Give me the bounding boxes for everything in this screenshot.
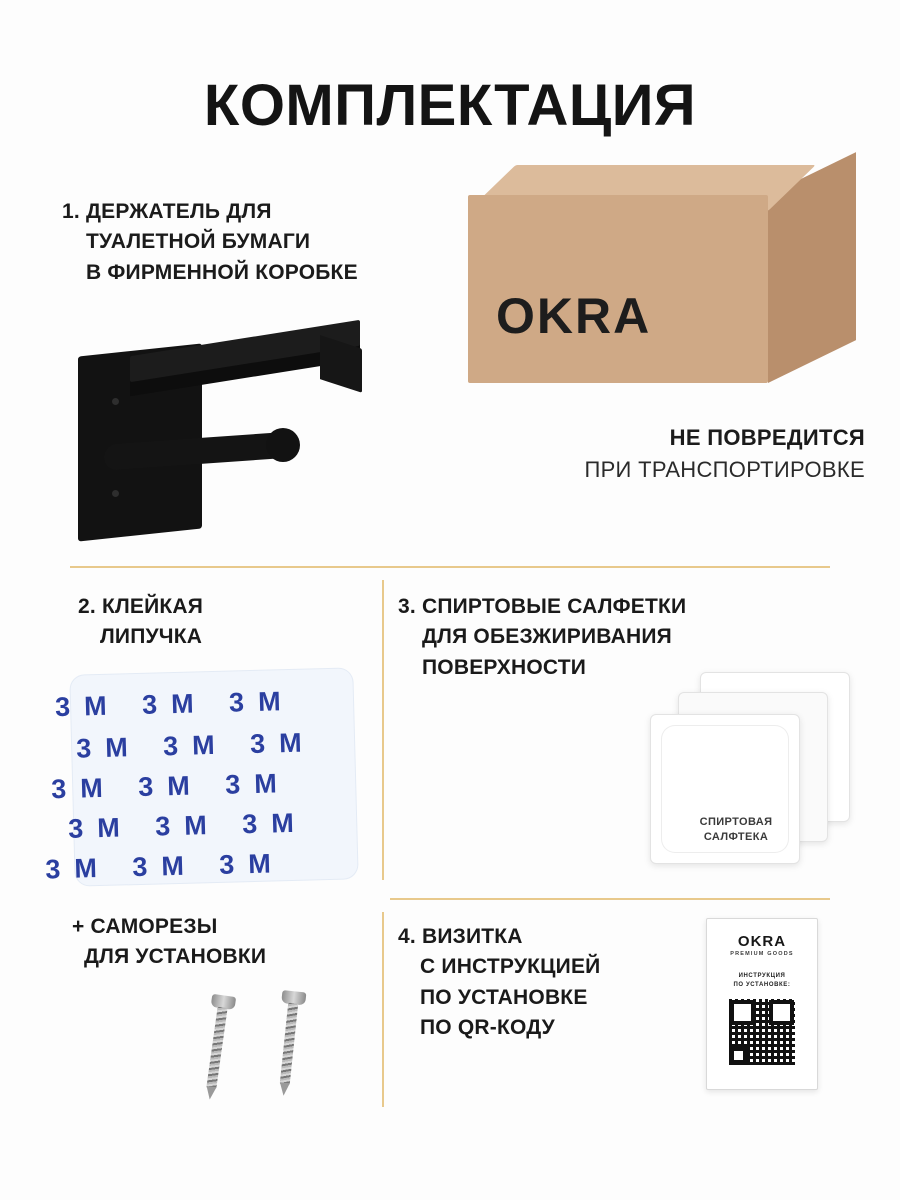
section-4-label-line-1: 4. ВИЗИТКА (398, 925, 523, 948)
tape-text-row: 3M 3M 3M (50, 767, 292, 805)
wipe-text-line-2: САЛФТЕКА (703, 831, 769, 844)
section-2-label (78, 592, 368, 653)
wipe-packet-text (663, 815, 809, 846)
screw-tip (205, 1086, 217, 1100)
section-2-label-line-2: ЛИПУЧКА (100, 625, 203, 649)
holder-roll-bar-cap (266, 428, 300, 462)
section-4-label-line-3: ПО УСТАНОВКЕ (420, 985, 588, 1009)
adhesive-tape-image (44, 668, 357, 885)
section-3-label-line-3: ПОВЕРХНОСТИ (422, 655, 587, 679)
card-instruction-line-1: ИНСТРУКЦИЯ (738, 973, 786, 979)
qr-code-icon (729, 999, 795, 1065)
tape-text-row: 3M 3M 3M (75, 727, 317, 764)
section-3-label (398, 592, 818, 683)
divider-horizontal-top (70, 566, 830, 568)
section-1-label-line-1: 1. ДЕРЖАТЕЛЬ ДЛЯ (62, 200, 272, 223)
screws-label-line-2: ДЛЯ УСТАНОВКИ (84, 945, 267, 969)
tape-text-row: 3M 3M 3M (54, 685, 295, 723)
box-caption-line-1: НЕ ПОВРЕДИТСЯ (669, 425, 865, 450)
screws-label (72, 912, 372, 973)
box-caption-line-2: ПРИ ТРАНСПОРТИРОВКЕ (584, 457, 865, 482)
screw-tip (279, 1082, 290, 1096)
branded-box-image (468, 165, 858, 390)
wipe-packet-front (650, 714, 800, 864)
section-3-label-line-2: ДЛЯ ОБЕЗЖИРИВАНИЯ (422, 625, 672, 649)
wipe-text-line-1: СПИРТОВАЯ (699, 816, 773, 828)
business-card-image (706, 918, 818, 1090)
card-brand-subtitle: PREMIUM GOODS (730, 951, 794, 957)
section-1-label-line-3: В ФИРМЕННОЙ КОРОБКЕ (86, 260, 358, 284)
card-brand: OKRA (737, 933, 787, 950)
holder-screw-hole-top-icon (112, 398, 119, 405)
toilet-paper-holder-image (70, 320, 370, 535)
divider-vertical-lower (382, 912, 384, 1107)
divider-horizontal-middle (390, 898, 830, 900)
screw-icon (202, 994, 232, 1100)
divider-vertical-upper (382, 580, 384, 880)
screws-label-line-1: + САМОРЕЗЫ (72, 915, 218, 938)
tape-text-row: 3M 3M 3M (44, 848, 286, 885)
box-logo: OKRA (496, 288, 652, 344)
page-title: КОМПЛЕКТАЦИЯ (203, 73, 697, 138)
alcohol-wipes-image (640, 672, 860, 872)
section-3-label-line-1: 3. СПИРТОВЫЕ САЛФЕТКИ (398, 595, 687, 618)
section-4-label (398, 922, 698, 1044)
section-2-label-line-1: 2. КЛЕЙКАЯ (78, 595, 204, 618)
section-4-label-line-4: ПО QR-КОДУ (420, 1016, 555, 1040)
card-instruction-text (707, 972, 817, 990)
section-1-label-line-2: ТУАЛЕТНОЙ БУМАГИ (86, 230, 311, 254)
screw-shaft (206, 1007, 227, 1090)
box-caption (455, 425, 865, 483)
card-instruction-line-2: ПО УСТАНОВКЕ: (733, 982, 791, 988)
tape-text-row: 3M 3M 3M (67, 807, 309, 844)
screw-shaft (280, 1003, 299, 1086)
holder-screw-hole-bottom-icon (112, 490, 119, 497)
box-front-face (468, 195, 768, 383)
section-1-label (62, 197, 462, 288)
section-4-label-line-2: С ИНСТРУКЦИЕЙ (420, 955, 601, 979)
screw-icon (276, 990, 303, 1096)
